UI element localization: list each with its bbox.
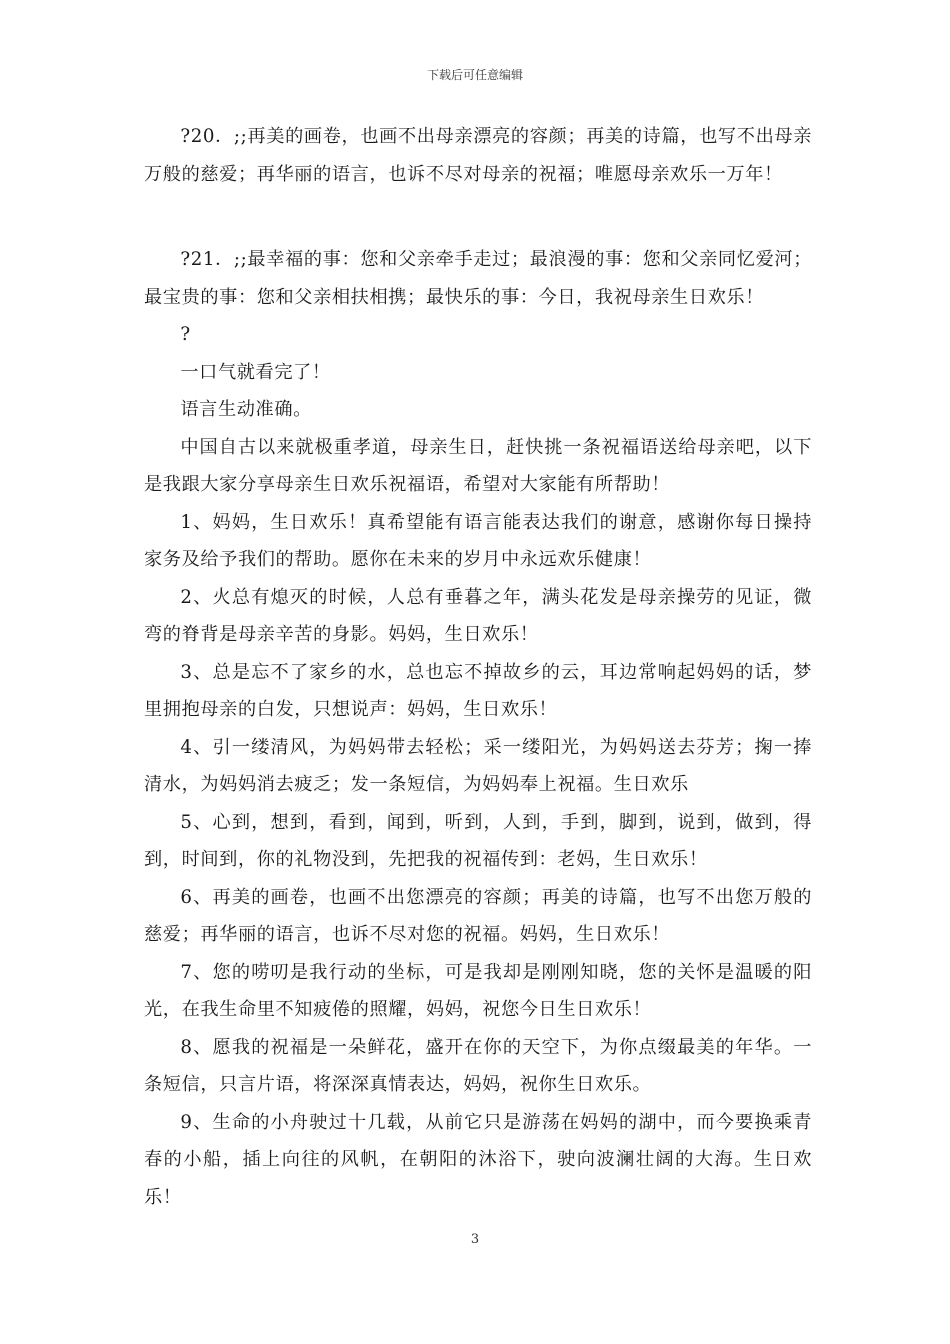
- list-item: 2、火总有熄灭的时候，人总有垂暮之年，满头花发是母亲操劳的见证，微弯的脊背是母亲辛苦的身影。妈妈，生日欢乐！: [144, 586, 812, 645]
- page-header: 下载后可任意编辑: [426, 68, 523, 82]
- list-item: 7、您的唠叨是我行动的坐标，可是我却是刚刚知晓，您的关怀是温暖的阳光，在我生命里不知疲倦的照耀，妈妈，祝您今日生日欢乐！: [144, 961, 812, 1020]
- document-body: [144, 118, 812, 1216]
- paragraph-read-all: 一口气就看完了！: [180, 361, 331, 383]
- list-item: 4、引一缕清风，为妈妈带去轻松；采一缕阳光，为妈妈送去芬芳；掬一捧清水，为妈妈消去疲乏；发一条短信，为妈妈奉上祝福。生日欢乐: [144, 736, 812, 795]
- list-item: 5、心到，想到，看到，闻到，听到，人到，手到，脚到，说到，做到，得到，时间到，你的礼物没到，先把我的祝福传到：老妈，生日欢乐！: [144, 811, 812, 870]
- list-item: 9、生命的小舟驶过十几载，从前它只是游荡在妈妈的湖中，而今要换乘青春的小船，插上向往的风帆，在朝阳的沐浴下，驶向波澜壮阔的大海。生日欢乐！: [144, 1111, 812, 1208]
- paragraph-intro: 中国自古以来就极重孝道，母亲生日，赶快挑一条祝福语送给母亲吧，以下是我跟大家分享母亲生日欢乐祝福语，希望对大家能有所帮助！: [144, 436, 812, 495]
- list-item: 1、妈妈，生日欢乐！真希望能有语言能表达我们的谢意，感谢你每日操持家务及给予我们的帮助。愿你在未来的岁月中永远欢乐健康！: [144, 511, 812, 570]
- list-item: 6、再美的画卷，也画不出您漂亮的容颜；再美的诗篇，也写不出您万般的慈爱；再华丽的语言，也诉不尽对您的祝福。妈妈，生日欢乐！: [144, 886, 812, 945]
- paragraph-question-mark: ?: [180, 324, 191, 345]
- list-item: 8、愿我的祝福是一朵鲜花，盛开在你的天空下，为你点缀最美的年华。一条短信，只言片语，将深深真情表达，妈妈，祝你生日欢乐。: [144, 1036, 812, 1095]
- page-number: 3: [470, 1232, 480, 1247]
- paragraph-20: ?20．;;再美的画卷，也画不出母亲漂亮的容颜；再美的诗篇，也写不出母亲万般的慈爱；再华丽的语言，也诉不尽对母亲的祝福；唯愿母亲欢乐一万年！: [144, 126, 812, 185]
- list-item: 3、总是忘不了家乡的水，总也忘不掉故乡的云，耳边常响起妈妈的话，梦里拥抱母亲的白发，只想说声：妈妈，生日欢乐！: [144, 661, 812, 720]
- paragraph-language: 语言生动准确。: [180, 399, 312, 420]
- paragraph-21: ?21．;;最幸福的事：您和父亲牵手走过；最浪漫的事：您和父亲同忆爱河；最宝贵的事：您和父亲相扶相携；最快乐的事：今日，我祝母亲生日欢乐！: [144, 249, 812, 308]
